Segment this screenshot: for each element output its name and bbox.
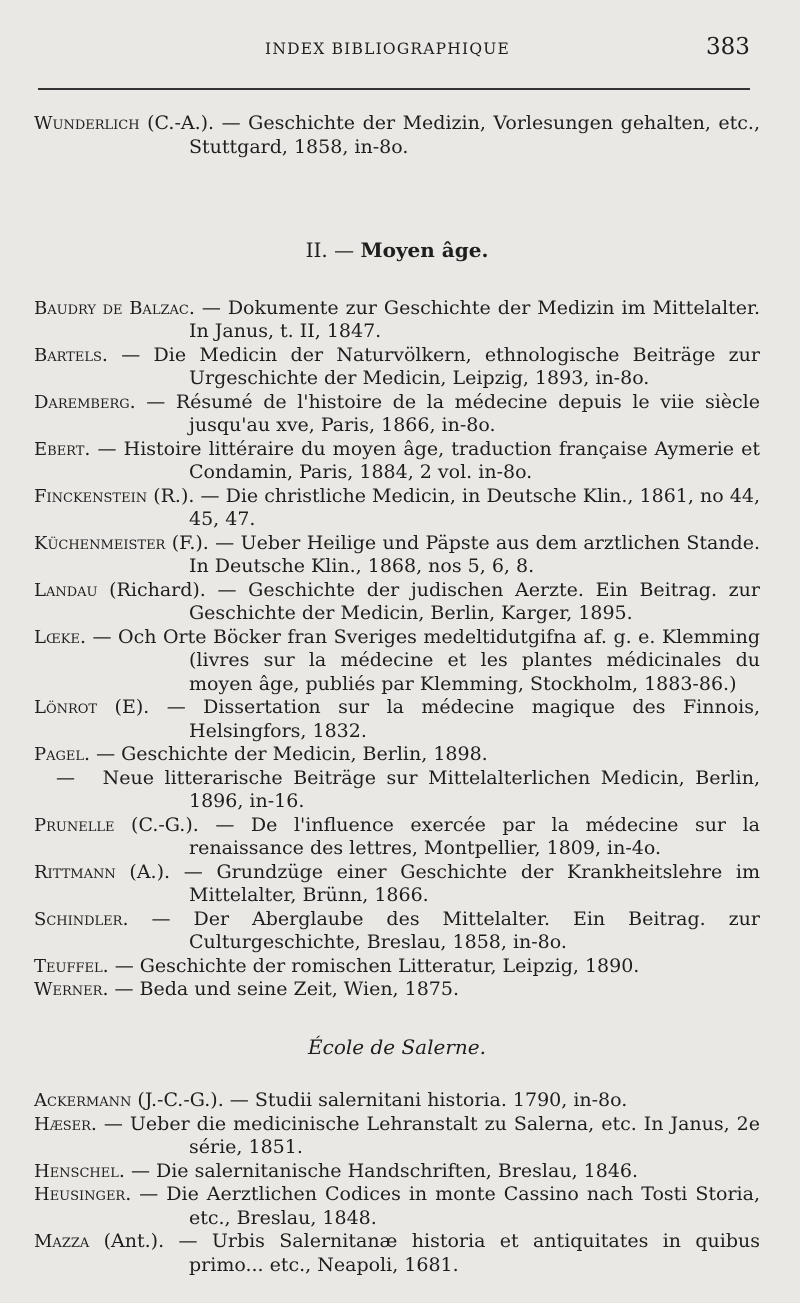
entry-text: (R.). — Die christliche Medicin, in Deutsche Klin., 1861, no 44, 45, 47. [147,484,760,530]
bibliography-entry [34,767,760,814]
entry-text: . — Beda und seine Zeit, Wien, 1875. [102,978,460,1000]
entry-text: . — Die salernitanische Handschriften, Breslau, 1846. [118,1159,639,1182]
entry-text: (C.-A.). — Geschichte der Medizin, Vorlesungen gehalten, etc., Stuttgard, 1858, in-8o. [139,112,760,158]
header-rule [38,88,750,90]
section-title: École de Salerne. [308,1034,486,1059]
entry-text: . — Histoire littéraire du moyen âge, traduction française Aymerie et Condamin, Paris, 1884, 2 vol. in-8o. [84,437,760,483]
bibliography-entry [34,297,760,344]
entry-text: . — Geschichte der romischen Litteratur, Leipzig, 1890. [102,954,640,977]
entry-author: Prunelle [34,814,115,836]
bibliography-entry [34,579,760,626]
section-heading-ecole-de-salerne [34,1036,760,1060]
entry-author: Lœke [34,626,80,648]
bibliography-entry [34,344,760,391]
bibliography-entry [34,438,760,485]
entry-author: Mazza [34,1231,90,1252]
bibliography-entry [34,978,760,1002]
entry-author: Daremberg [34,391,130,413]
bibliography-entry [34,1183,760,1230]
entry-text: . — Ueber die medicinische Lehranstalt zu Salerna, etc. In Janus, 2e série, 1851. [90,1112,760,1158]
running-header [0,34,800,64]
entry-author: Henschel [34,1160,119,1182]
entry-author: Küchenmeister [34,532,166,554]
bibliography-entry [34,112,760,159]
bibliography-entry [34,1160,760,1184]
bibliography-entry [34,743,760,767]
entry-author: Rittmann [34,861,116,883]
page-number: 383 [706,34,750,60]
bibliography-body [34,112,760,1277]
bibliography-entry [34,955,760,979]
entry-author: Ackermann [34,1090,132,1111]
entry-text: . — Die Aerztlichen Codices in monte Cassino nach Tosti Storia, etc., Breslau, 1848. [125,1183,760,1229]
entry-author: Ebert [34,438,85,460]
entry-text: (E). — Dissertation sur la médecine magique des Finnois, Helsingfors, 1832. [97,696,760,742]
entry-text: . — Die Medicin der Naturvölkern, ethnologische Beiträge zur Urgeschichte der Medicin, Leipzig, 1893, in-8o. [101,343,760,389]
section-heading-moyen-age [34,239,760,263]
entry-text: (C.-G.). — De l'influence exercée par la médecine sur la renaissance des lettres, Montpellier, 1809, in-4o. [114,813,760,859]
bibliography-entry [34,1089,760,1113]
bibliography-entry [34,1113,760,1160]
bibliography-entry [34,814,760,861]
section-title: Moyen âge. [360,238,489,262]
entry-author: Landau [34,579,98,601]
bibliography-entry [34,626,760,697]
entry-text: (J.-C.-G.). — Studii salernitani historia. 1790, in-8o. [131,1089,628,1111]
bibliography-entry [34,485,760,532]
entry-author: Schindler [34,908,123,930]
entry-author: Pagel [34,744,85,765]
entry-author: Wunderlich [34,113,140,134]
entry-text: . — Geschichte der Medicin, Berlin, 1898. [84,743,488,765]
entry-text: . — Résumé de l'histoire de la médecine depuis le viie siècle jusqu'au xve, Paris, 1866, in-8o. [129,390,760,436]
entry-text: . — Der Aberglaube des Mittelalter. Ein Beitrag. zur Culturgeschichte, Breslau, 1858, in-8o. [122,907,760,953]
bibliography-entry [34,391,760,438]
entry-list-top [34,112,760,159]
bibliography-entry [34,696,760,743]
running-title: INDEX BIBLIOGRAPHIQUE [265,40,511,58]
entry-list-salerno [34,1089,760,1277]
bibliography-entry [34,908,760,955]
entry-author: Bartels [34,344,102,366]
bibliography-entry [34,532,760,579]
entry-text: (A.). — Grundzüge einer Geschichte der Krankheitslehre im Mittelalter, Brünn, 1866. [115,860,760,906]
entry-author: Werner [34,979,103,1000]
entry-text: (Ant.). — Urbis Salernitanæ historia et antiquitates in quibus primo... etc., Neapoli, 1681. [89,1230,760,1276]
entry-author: Heusinger [34,1184,126,1205]
entry-author: Hæser [34,1113,91,1135]
entry-text: (Richard). — Geschichte der judischen Aerzte. Ein Beitrag. zur Geschichte der Medicin, Berlin, Karger, 1895. [97,578,760,624]
bibliography-entry [34,861,760,908]
entry-text: . — Dokumente zur Geschichte der Medizin im Mittelalter. In Janus, t. II, 1847. [188,296,761,342]
bibliography-entry [34,1230,760,1277]
entry-author: Finckenstein [34,485,148,507]
entry-text: . — Och Orte Böcker fran Sveriges medeltidutgifna af. g. e. Klemming (livres sur la médecine et les plantes médicinales du moyen âge, publiés par Klemming, Stockholm, 1883-86.) [79,625,760,695]
entry-text: (F.). — Ueber Heilige und Päpste aus dem arztlichen Stande. In Deutsche Klin., 1868, nos 5, 6, 8. [165,531,760,577]
entry-author: Teuffel [34,955,103,977]
entry-author: Baudry de Balzac [34,297,189,319]
entry-ditto-dash: — [56,766,75,789]
section-numeral: II. — [305,238,361,262]
entry-list-medieval [34,297,760,1002]
entry-author: Lönrot [34,697,98,718]
entry-text: Neue litterarische Beiträge sur Mittelalterlichen Medicin, Berlin, 1896, in-16. [92,766,760,812]
